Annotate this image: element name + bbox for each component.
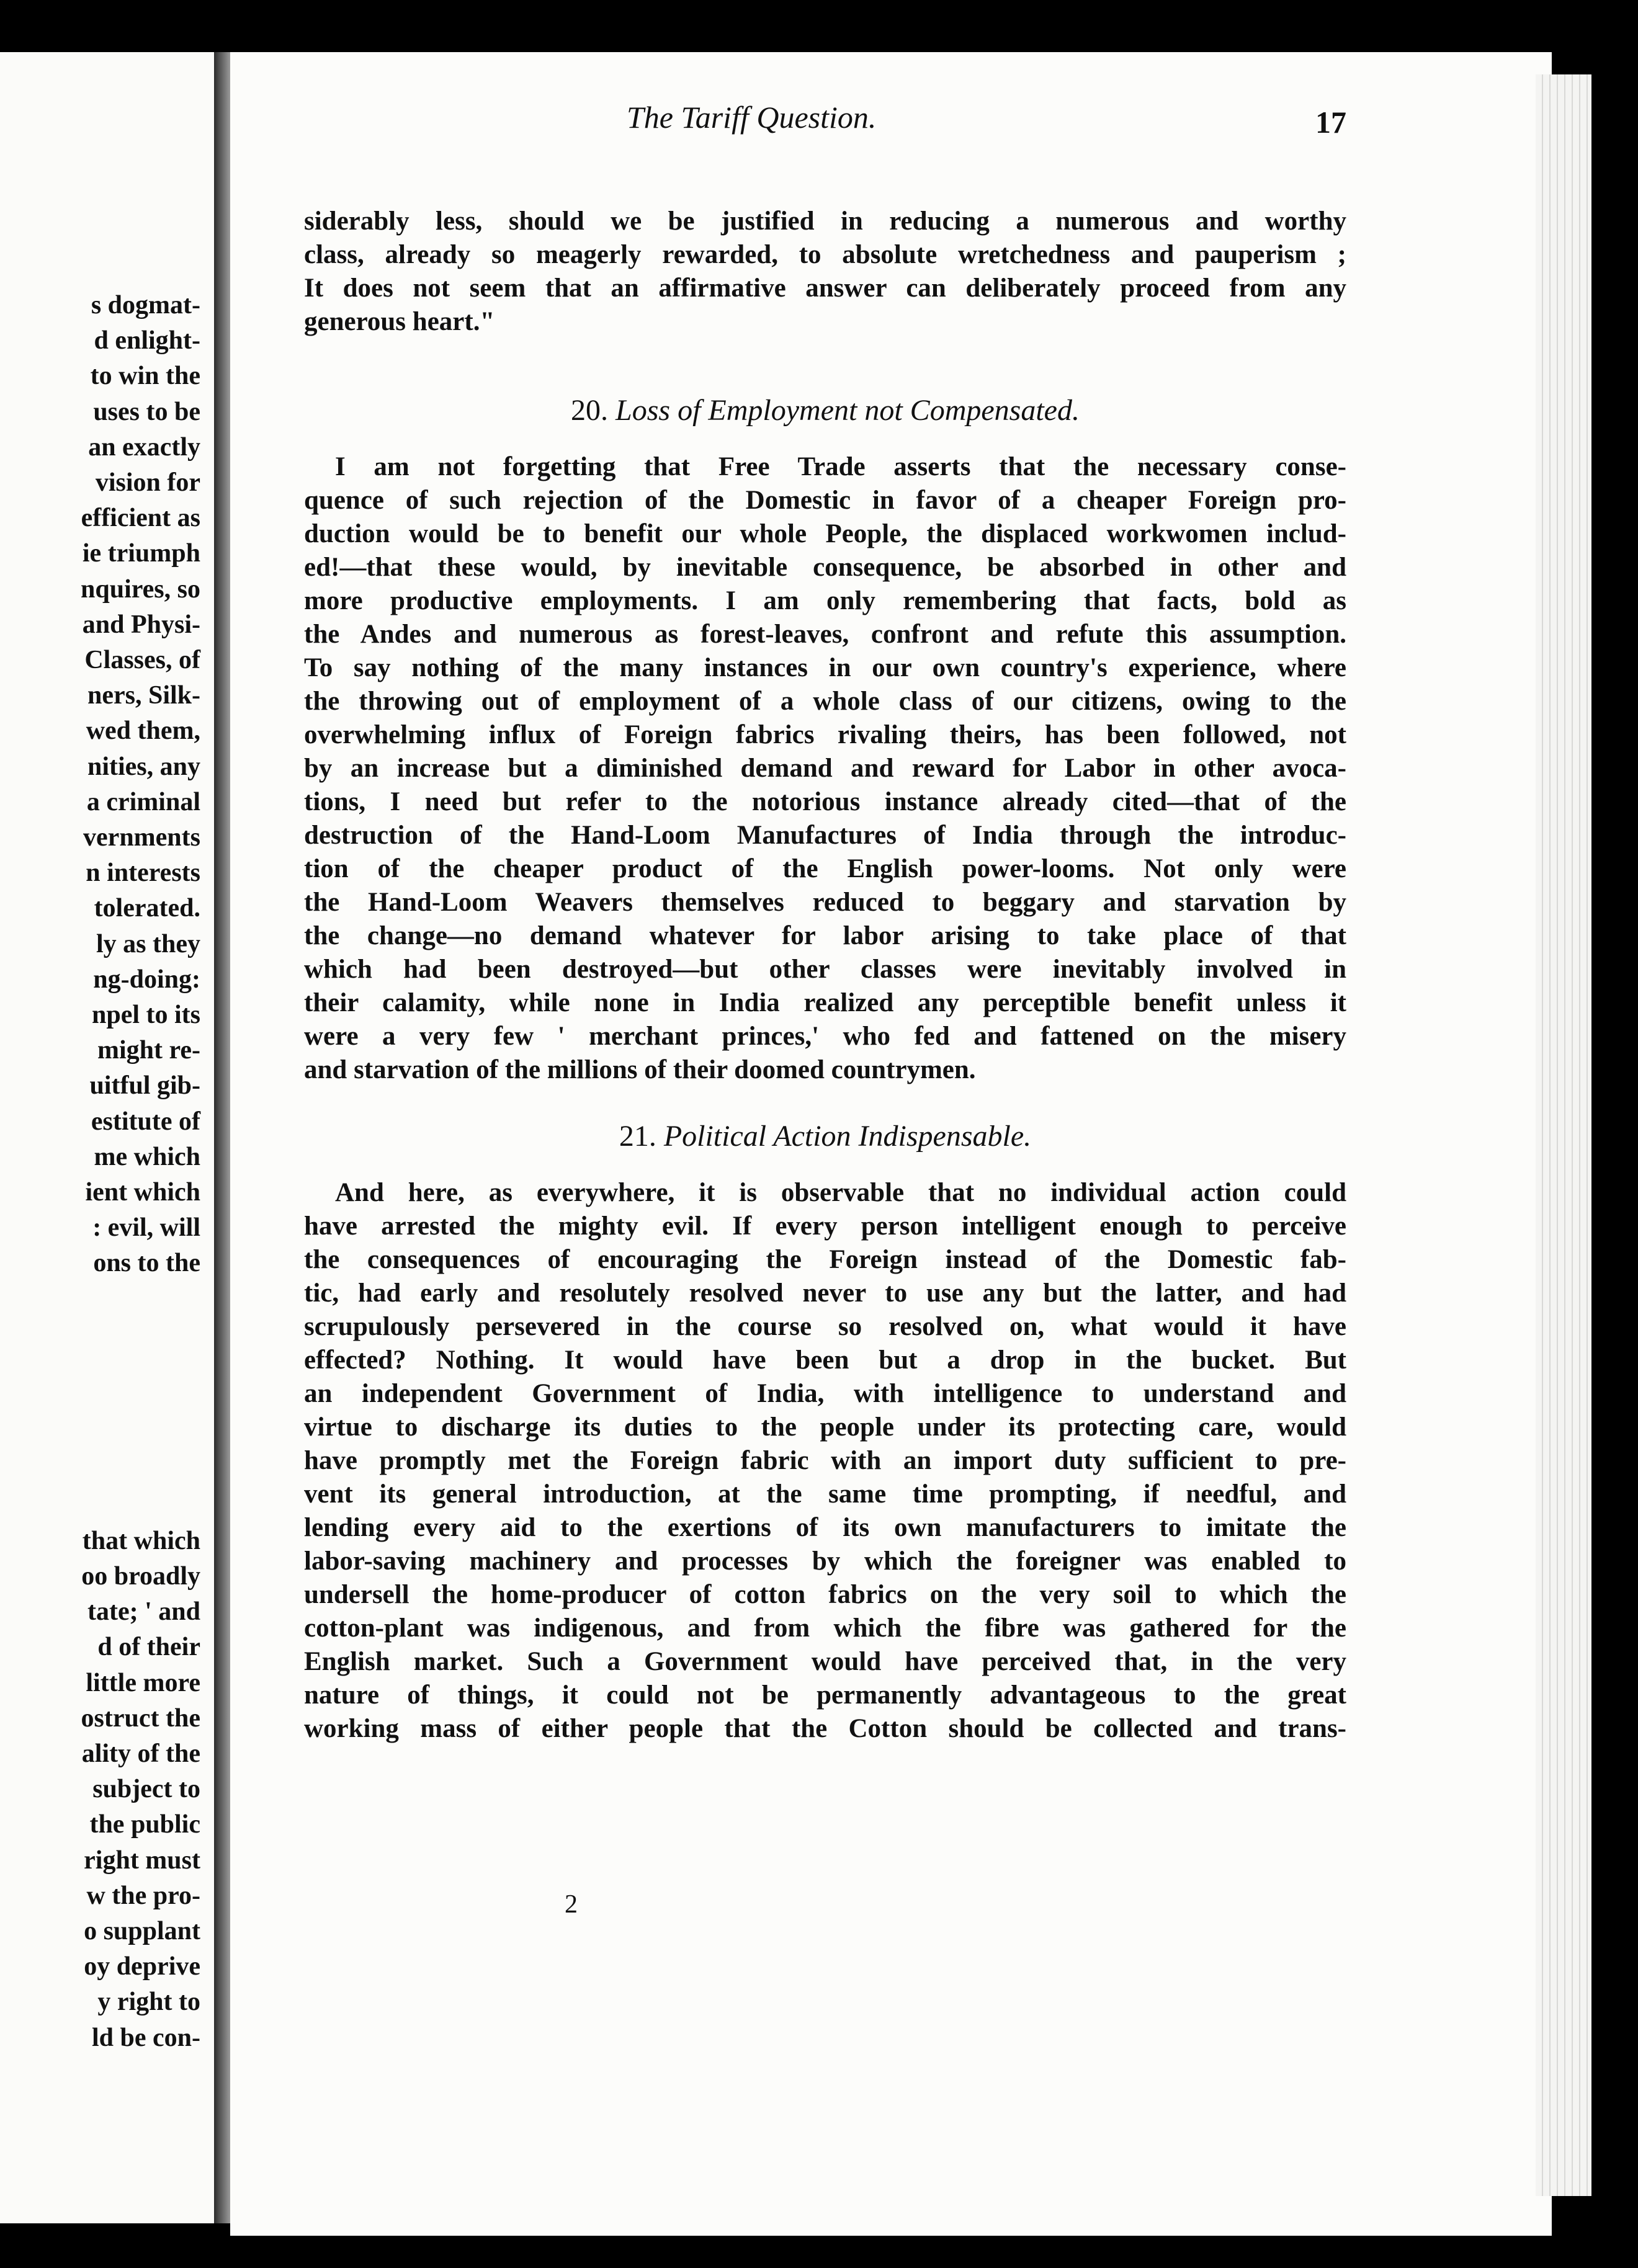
text-line: were a very few ' merchant princes,' who fed and fattened on the misery xyxy=(304,1022,1346,1051)
text-line: by an increase but a diminished demand and reward for Labor in other avoca- xyxy=(304,754,1346,783)
section-number: 20. xyxy=(571,394,609,427)
previous-page-line: n interests xyxy=(86,859,200,888)
body-text xyxy=(304,205,1346,1746)
section-title: Political Action Indispensable. xyxy=(663,1120,1032,1153)
text-line: To say nothing of the many instances in our own country's experience, where xyxy=(304,653,1346,682)
previous-page-line: little more xyxy=(86,1668,200,1697)
text-line: vent its general introduction, at the same time prompting, if needful, and xyxy=(304,1480,1346,1509)
previous-page-line: ng-doing: xyxy=(93,965,200,994)
text-line: the throwing out of employment of a whole class of our citizens, owing to the xyxy=(304,687,1346,716)
previous-page-line: uitful gib- xyxy=(89,1071,200,1101)
previous-page-line: and Physi- xyxy=(82,610,200,639)
previous-page-line: : evil, will xyxy=(92,1213,200,1243)
previous-page-line: ient which xyxy=(85,1178,200,1207)
text-line: quence of such rejection of the Domestic in favor of a cheaper Foreign pro- xyxy=(304,486,1346,515)
text-line: an independent Government of India, with intelligence to understand and xyxy=(304,1379,1346,1408)
running-head: The Tariff Question. xyxy=(627,100,877,135)
text-line: tions, I need but refer to the notorious instance already cited—that of the xyxy=(304,787,1346,816)
text-line: which had been destroyed—but other classes were inevitably involved in xyxy=(304,955,1346,984)
book-gutter xyxy=(214,52,230,2223)
page-number: 17 xyxy=(1315,105,1346,140)
text-line: class, already so meagerly rewarded, to absolute wretchedness and pauperism ; xyxy=(304,240,1346,269)
previous-page-line: the public xyxy=(89,1810,200,1839)
text-line: effected? Nothing. It would have been but a drop in the bucket. But xyxy=(304,1346,1346,1375)
text-line: more productive employments. I am only remembering that facts, bold as xyxy=(304,586,1346,615)
section-21-paragraph xyxy=(304,1176,1346,1746)
previous-page-line: ners, Silk- xyxy=(87,681,200,710)
page-edges xyxy=(1536,74,1591,2196)
opening-paragraph xyxy=(304,205,1346,339)
text-line: cotton-plant was indigenous, and from which the fibre was gathered for the xyxy=(304,1614,1346,1643)
previous-page-line: vision for xyxy=(95,468,200,498)
previous-page-line: me which xyxy=(94,1142,200,1171)
text-line: undersell the home-producer of cotton fabrics on the very soil to which the xyxy=(304,1580,1346,1609)
text-line: and starvation of the millions of their doomed countrymen. xyxy=(304,1055,976,1084)
previous-page-line: ality of the xyxy=(81,1739,200,1768)
previous-page-line: y right to xyxy=(97,1988,200,2017)
text-line: duction would be to benefit our whole People, the displaced workwomen includ- xyxy=(304,519,1346,548)
previous-page-line: right must xyxy=(84,1846,200,1875)
text-line: their calamity, while none in India realized any perceptible benefit unless it xyxy=(304,988,1346,1017)
previous-page-line: ons to the xyxy=(93,1249,200,1278)
previous-page-line: ly as they xyxy=(96,929,200,958)
text-line: labor-saving machinery and processes by which the foreigner was enabled to xyxy=(304,1547,1346,1576)
text-line: nature of things, it could not be permanently advantageous to the great xyxy=(304,1681,1346,1710)
previous-page-line: d of their xyxy=(97,1633,200,1662)
text-line: It does not seem that an affirmative answer can deliberately proceed from any xyxy=(304,274,1346,303)
previous-page-line: w the pro- xyxy=(86,1881,200,1910)
previous-page-line: nquires, so xyxy=(81,574,200,604)
previous-page-line: Classes, of xyxy=(84,646,200,675)
previous-page-line: oy deprive xyxy=(84,1952,200,1981)
previous-page-line: uses to be xyxy=(93,397,200,426)
previous-page-line: vernments xyxy=(83,823,200,852)
previous-page-line: o supplant xyxy=(84,1916,200,1945)
previous-page-text xyxy=(2,288,200,2056)
previous-page-line: nities, any xyxy=(87,752,200,781)
previous-page-line: ostruct the xyxy=(81,1703,200,1733)
text-line: destruction of the Hand-Loom Manufactures of India through the introduc- xyxy=(304,821,1346,850)
previous-page-line: estitute of xyxy=(91,1107,200,1136)
previous-page-line: wed them, xyxy=(86,717,200,746)
previous-page-line: a criminal xyxy=(86,787,200,816)
previous-page xyxy=(0,52,214,2223)
text-line: working mass of either people that the Cotton should be collected and trans- xyxy=(304,1714,1346,1743)
text-line: ed!—that these would, by inevitable consequence, be absorbed in other and xyxy=(304,553,1346,582)
text-line: tion of the cheaper product of the English power-looms. Not only were xyxy=(304,854,1346,883)
text-line: the consequences of encouraging the Foreign instead of the Domestic fab- xyxy=(304,1245,1346,1274)
section-number: 21. xyxy=(619,1120,656,1153)
text-line: I am not forgetting that Free Trade asserts that the necessary conse- xyxy=(335,452,1346,481)
signature-mark: 2 xyxy=(565,1890,578,1919)
previous-page-line: that which xyxy=(82,1526,200,1555)
text-line: English market. Such a Government would have perceived that, in the very xyxy=(304,1647,1346,1676)
previous-page-line: d enlight- xyxy=(94,326,200,355)
previous-page-line: npel to its xyxy=(91,1001,200,1030)
section-20-paragraph xyxy=(304,450,1346,1087)
previous-page-line: ie triumph xyxy=(82,539,200,568)
text-line: overwhelming influx of Foreign fabrics rivaling theirs, has been followed, not xyxy=(304,720,1346,749)
previous-page-line: oo broadly xyxy=(81,1561,200,1591)
previous-page-line: subject to xyxy=(92,1775,200,1804)
previous-page-line: an exactly xyxy=(88,432,200,462)
text-line: lending every aid to the exertions of its own manufacturers to imitate the xyxy=(304,1513,1346,1542)
text-line: virtue to discharge its duties to the people under its protecting care, would xyxy=(304,1413,1346,1442)
previous-page-line: efficient as xyxy=(81,504,200,533)
section-title: Loss of Employment not Compensated. xyxy=(615,394,1080,427)
text-line: the change—no demand whatever for labor arising to take place of that xyxy=(304,921,1346,950)
section-heading-20 xyxy=(304,392,1346,429)
previous-page-line: s dogmat- xyxy=(91,291,200,319)
text-line: the Andes and numerous as forest-leaves, confront and refute this assumption. xyxy=(304,620,1346,649)
section-heading-21 xyxy=(304,1118,1346,1155)
text-line: scrupulously persevered in the course so resolved on, what would it have xyxy=(304,1312,1346,1341)
text-line: generous heart." xyxy=(304,307,495,336)
previous-page-line: ld be con- xyxy=(91,2023,200,2052)
text-line: have promptly met the Foreign fabric with an import duty sufficient to pre- xyxy=(304,1446,1346,1475)
previous-page-line: tolerated. xyxy=(94,894,200,923)
text-line: tic, had early and resolutely resolved never to use any but the latter, and had xyxy=(304,1279,1346,1308)
text-line: siderably less, should we be justified in reducing a numerous and worthy xyxy=(304,207,1346,236)
previous-page-line: might re- xyxy=(97,1036,200,1065)
previous-page-line: to win the xyxy=(90,362,200,391)
text-line: have arrested the mighty evil. If every person intelligent enough to perceive xyxy=(304,1212,1346,1241)
text-line: And here, as everywhere, it is observable that no individual action could xyxy=(335,1178,1346,1207)
text-line: the Hand-Loom Weavers themselves reduced to beggary and starvation by xyxy=(304,888,1346,917)
previous-page-line: tate; ' and xyxy=(87,1597,200,1627)
